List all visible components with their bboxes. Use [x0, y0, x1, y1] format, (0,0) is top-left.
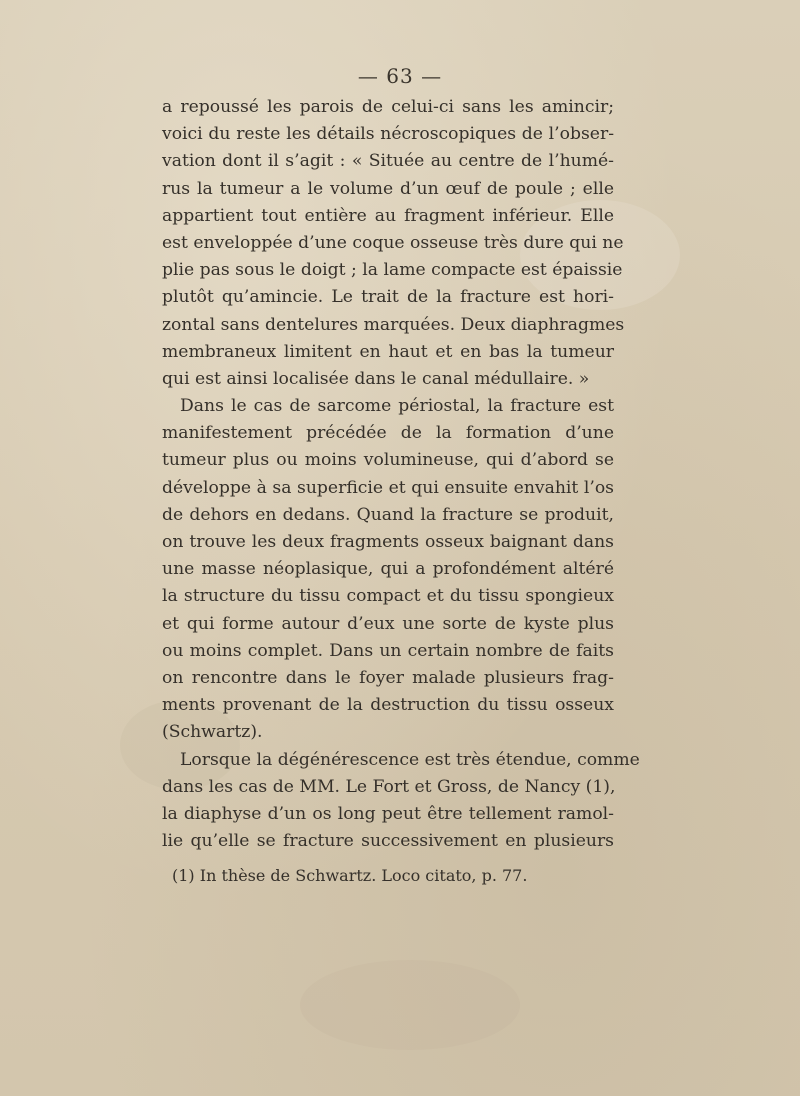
text-line: zontal sans dentelures marquées. Deux diaphragmes	[162, 314, 625, 335]
text-line: ments provenant de la destruction du tissu osseux	[162, 695, 614, 716]
paragraph-start-line: Lorsque la dégénérescence est très étendue, comme	[180, 749, 640, 770]
text-line: la diaphyse d’un os long peut être tellement ramol-	[162, 803, 614, 824]
text-line: lie qu’elle se fracture successivement en plusieurs	[162, 831, 614, 852]
text-line: tumeur plus ou moins volumineuse, qui d’abord se	[162, 450, 614, 471]
footnote: (1) In thèse de Schwartz. Loco citato, p. 77.	[172, 866, 528, 885]
text-line: est enveloppée d’une coque osseuse très dure qui ne	[162, 232, 624, 253]
text-line: (Schwartz).	[162, 722, 263, 743]
text-line: rus la tumeur a le volume d’un œuf de poule ; elle	[162, 178, 614, 199]
text-line: plie pas sous le doigt ; la lame compacte est épaissie	[162, 260, 623, 281]
text-line: qui est ainsi localisée dans le canal médullaire. »	[162, 368, 590, 389]
paper-stain	[300, 960, 520, 1050]
text-line: manifestement précédée de la formation d’une	[162, 423, 614, 444]
text-line: une masse néoplasique, qui a profondément altéré	[162, 559, 614, 580]
text-line: a repoussé les parois de celui-ci sans les amincir;	[162, 97, 614, 117]
body-text	[162, 94, 640, 855]
text-line: la structure du tissu compact et du tissu spongieux	[162, 586, 614, 607]
text-line: voici du reste les détails nécroscopiques de l’obser-	[162, 124, 614, 145]
page-number: — 63 —	[357, 64, 443, 88]
text-line: membraneux limitent en haut et en bas la tumeur	[162, 341, 614, 362]
text-line: dans les cas de MM. Le Fort et Gross, de Nancy (1),	[162, 776, 616, 797]
text-line: on rencontre dans le foyer malade plusieurs frag-	[162, 667, 614, 688]
text-line: ou moins complet. Dans un certain nombre de faits	[162, 640, 614, 661]
paragraph-start-line: Dans le cas de sarcome périostal, la fracture est	[180, 396, 614, 417]
text-line: développe à sa superficie et qui ensuite envahit l’os	[162, 477, 614, 498]
text-line: vation dont il s’agit : « Située au centre de l’humé-	[162, 151, 614, 172]
text-line: de dehors en dedans. Quand la fracture se produit,	[162, 504, 614, 525]
text-line: appartient tout entière au fragment inférieur. Elle	[162, 205, 614, 226]
text-line: et qui forme autour d’eux une sorte de kyste plus	[162, 613, 614, 634]
text-line: plutôt qu’amincie. Le trait de la fracture est hori-	[162, 287, 614, 308]
text-line: on trouve les deux fragments osseux baignant dans	[162, 532, 614, 552]
